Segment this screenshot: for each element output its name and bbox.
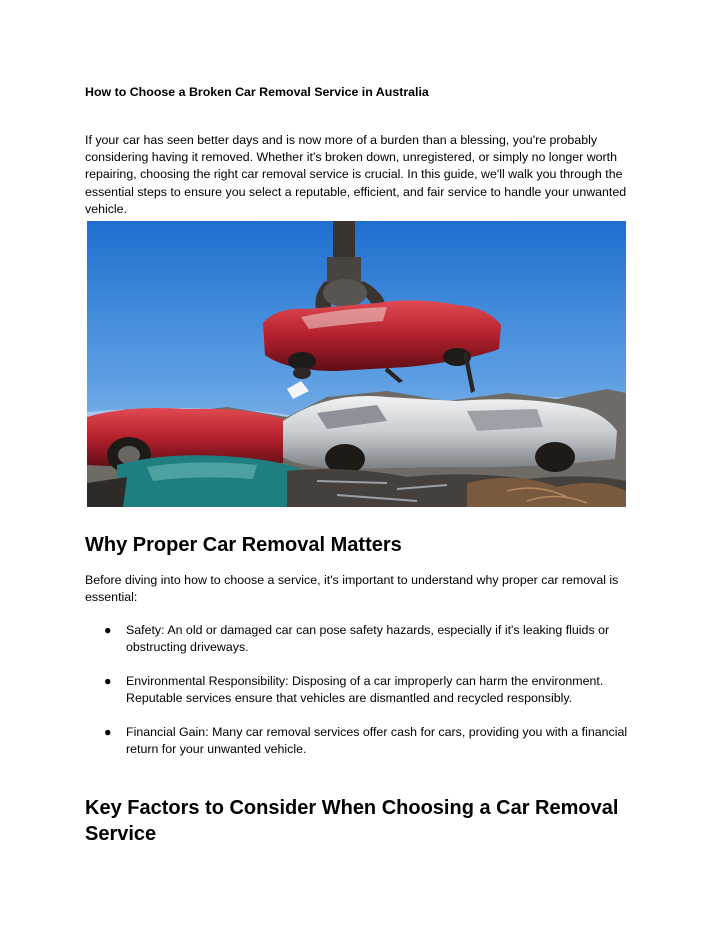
bullet-list — [85, 622, 645, 775]
section-heading-key-factors: Key Factors to Consider When Choosing a Car Removal Service — [85, 797, 619, 845]
bullet-icon: ● — [104, 674, 112, 688]
bullet-icon: ● — [104, 623, 112, 637]
list-item — [85, 622, 645, 656]
section-heading-why: Why Proper Car Removal Matters — [85, 534, 402, 556]
bullet-icon: ● — [104, 725, 112, 739]
list-item — [85, 673, 645, 707]
list-item-text: Safety: An old or damaged car can pose safety hazards, especially if it's leaking fluids or obstructing driveways. — [126, 623, 610, 655]
intro-paragraph: If your car has seen better days and is now more of a burden than a blessing, you're probably considering having it removed. Whether it's broken down, unregistered, or simply no longer worth repairing, choosing the right car removal service is crucial. In this guide, we'll walk you through the essential steps to ensure you select a reputable, efficient, and fair service to handle your unwanted vehicle. — [85, 133, 627, 216]
list-item — [85, 724, 645, 758]
scrapyard-crane-image — [87, 221, 626, 507]
list-item-text: Financial Gain: Many car removal services offer cash for cars, providing you with a financial return for your unwanted vehicle. — [126, 725, 628, 757]
section-why-lead: Before diving into how to choose a service, it's important to understand why proper car removal is essential: — [85, 573, 619, 605]
list-item-text: Environmental Responsibility: Disposing of a car improperly can harm the environment. Reputable services ensure that vehicles are dismantled and recycled responsibly. — [126, 674, 604, 706]
document-title: How to Choose a Broken Car Removal Service in Australia — [85, 85, 429, 99]
